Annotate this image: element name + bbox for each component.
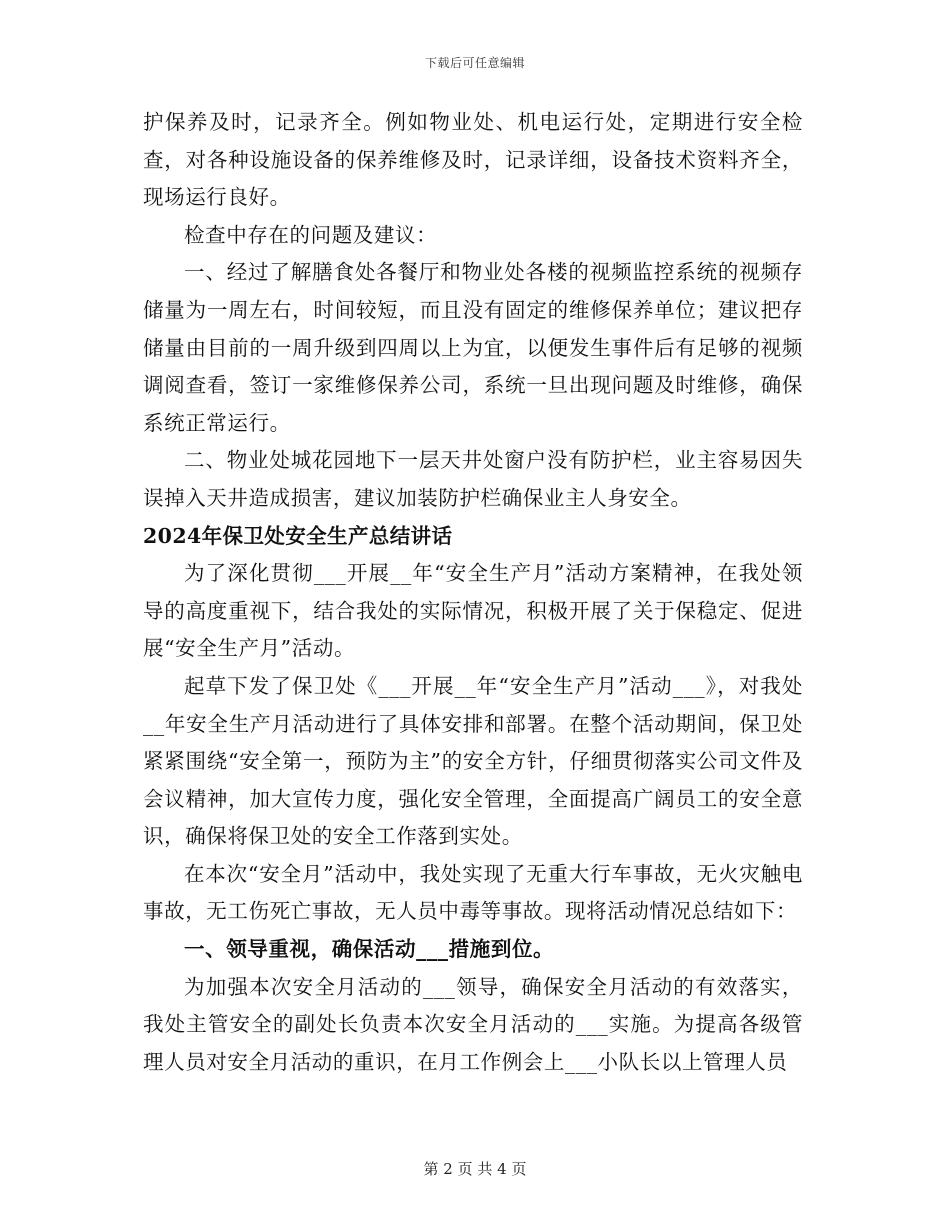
page-header: 下载后可任意编辑: [424, 56, 525, 70]
paragraph-drafting: 起草下发了保卫处《___开展__年“安全生产月”活动___》，对我处__年安全生产月活动进行了具体安排和部署。在整个活动期间，保卫处紧紧围绕“安全第一，预防为主”的安全方针，仔细贯彻落实公司文件及会议精神，加大宣传力度，强化安全管理，全面提高广阔员工的安全意识，确保将保卫处的安全工作落到实处。: [143, 673, 803, 849]
paragraph-leadership: 为加强本次安全月活动的___领导，确保安全月活动的有效落实，我处主管安全的副处长负责本次安全月活动的___实施。为提高各级管理人员对安全月活动的重识，在月工作例会上___小队长以上管理人员: [143, 974, 803, 1074]
paragraph-issue-two: 二、物业处城花园地下一层天井处窗户没有防护栏，业主容易因失误掉入天井造成损害，建议加装防护栏确保业主人身安全。: [143, 448, 803, 510]
document-body: [143, 104, 803, 1081]
paragraph-results: 在本次“安全月”活动中，我处实现了无重大行车事故，无火灾触电事故，无工伤死亡事故，无人员中毒等事故。现将活动情况总结如下：: [143, 861, 803, 924]
subheading-leadership: 一、领导重视，确保活动___措施到位。: [184, 937, 555, 962]
section-title: 2024年保卫处安全生产总结讲话: [143, 523, 453, 548]
paragraph-issues-heading: 检查中存在的问题及建议：: [184, 222, 438, 247]
page-footer: 第 2 页 共 4 页: [423, 1160, 527, 1178]
paragraph-intro: 为了深化贯彻___开展__年“安全生产月”活动方案精神，在我处领导的高度重视下，结合我处的实际情况，积极开展了关于保稳定、促进展“安全生产月”活动。: [143, 561, 803, 661]
paragraph-issue-one: 一、经过了解膳食处各餐厅和物业处各楼的视频监控系统的视频存储量为一周左右，时间较短，而且没有固定的维修保养单位；建议把存储量由目前的一周升级到四周以上为宜，以便发生事件后有足够的视频调阅查看，签订一家维修保养公司，系统一旦出现问题及时维修，确保系统正常运行。: [143, 260, 803, 435]
paragraph-continuation: 护保养及时，记录齐全。例如物业处、机电运行处，定期进行安全检查，对各种设施设备的保养维修及时，记录详细，设备技术资料齐全，现场运行良好。: [143, 110, 803, 210]
